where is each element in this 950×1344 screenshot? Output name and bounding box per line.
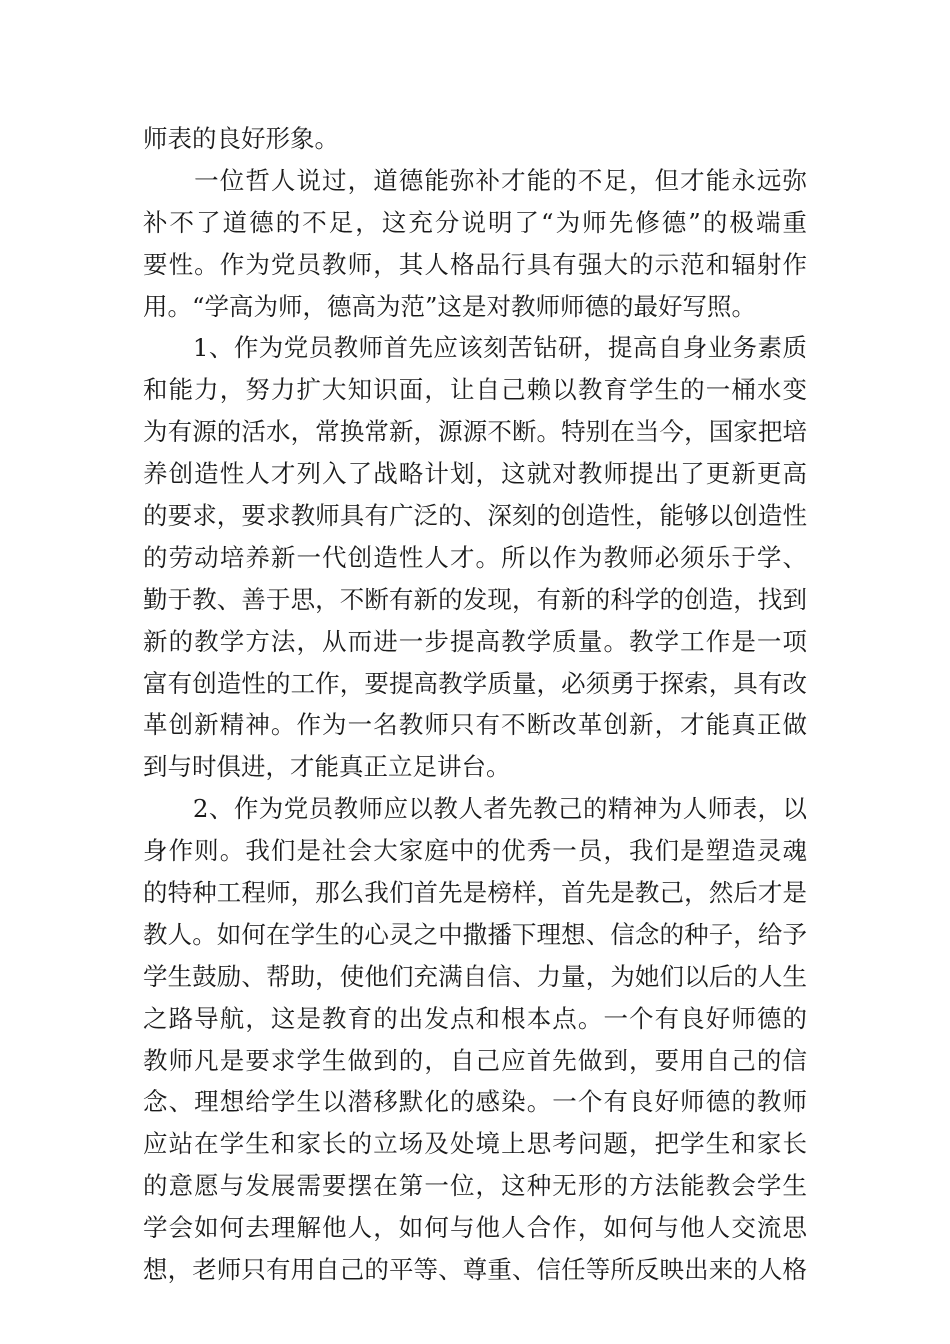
text-line: 之路导航，这是教育的出发点和根本点。一个有良好师德的 (143, 1003, 807, 1033)
text-line: 教师凡是要求学生做到的，自己应首先做到，要用自己的信 (143, 1045, 807, 1075)
text-line: 的要求，要求教师具有广泛的、深刻的创造性，能够以创造性 (143, 501, 807, 531)
text-line: 富有创造性的工作，要提高教学质量，必须勇于探索，具有改 (143, 668, 807, 698)
text-line: 的特种工程师，那么我们首先是榜样，首先是教己，然后才是 (143, 878, 807, 908)
text-line: 师表的良好形象。 (143, 124, 339, 153)
text-line: 为有源的活水，常换常新，源源不断。特别在当今，国家把培 (143, 417, 807, 447)
text-line: 和能力，努力扩大知识面，让自己赖以教育学生的一桶水变 (143, 375, 807, 405)
text-line: 的劳动培养新一代创造性人才。所以作为教师必须乐于学、 (143, 542, 807, 572)
text-line: 新的教学方法，从而进一步提高教学质量。教学工作是一项 (143, 626, 807, 656)
text-line: 到与时俱进，才能真正立足讲台。 (143, 752, 511, 782)
text-line: 应站在学生和家长的立场及处境上思考问题，把学生和家长 (143, 1129, 807, 1159)
text-line: 的意愿与发展需要摆在第一位，这种无形的方法能教会学生 (143, 1171, 807, 1201)
text-line: 要性。作为党员教师，其人格品行具有强大的示范和辐射作 (143, 249, 807, 279)
text-line: 用。“学高为师，德高为范”这是对教师师德的最好写照。 (143, 291, 757, 321)
text-line: 学会如何去理解他人，如何与他人合作，如何与他人交流思 (143, 1213, 807, 1243)
text-line: 念、理想给学生以潜移默化的感染。一个有良好师德的教师 (143, 1087, 807, 1117)
text-line: 学生鼓励、帮助，使他们充满自信、力量，为她们以后的人生 (143, 961, 807, 991)
text-line: 补不了道德的不足，这充分说明了“为师先修德”的极端重 (143, 207, 807, 237)
text-line: 想，老师只有用自己的平等、尊重、信任等所反映出来的人格 (143, 1255, 807, 1285)
text-line: 身作则。我们是社会大家庭中的优秀一员，我们是塑造灵魂 (143, 836, 807, 866)
text-line: 1、作为党员教师首先应该刻苦钻研，提高自身业务素质 (143, 333, 807, 363)
text-line: 革创新精神。作为一名教师只有不断改革创新，才能真正做 (143, 710, 807, 740)
body-text (143, 118, 807, 1291)
text-line: 勤于教、善于思，不断有新的发现，有新的科学的创造，找到 (143, 584, 807, 614)
text-line: 一位哲人说过，道德能弥补才能的不足，但才能永远弥 (143, 165, 807, 195)
text-line: 养创造性人才列入了战略计划，这就对教师提出了更新更高 (143, 459, 807, 489)
text-line: 2、作为党员教师应以教人者先教己的精神为人师表，以 (143, 794, 807, 824)
text-line: 教人。如何在学生的心灵之中撒播下理想、信念的种子，给予 (143, 919, 807, 949)
